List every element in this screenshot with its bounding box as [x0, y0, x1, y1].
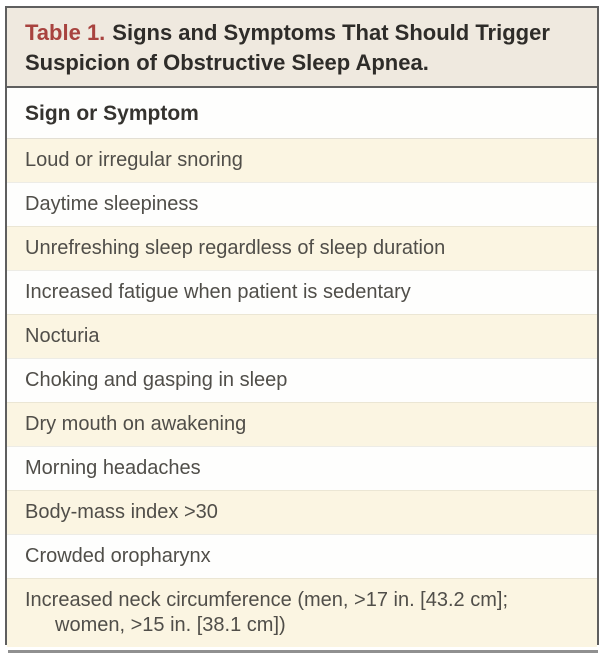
table-row: Body-mass index >30 — [7, 490, 597, 534]
table-row: Dry mouth on awakening — [7, 402, 597, 446]
table-label: Table 1. — [25, 20, 106, 45]
table-header — [7, 8, 597, 88]
table-row: Loud or irregular snoring — [7, 139, 597, 182]
table-title: Signs and Symptoms That Should Trigger Suspicion of Obstructive Sleep Apnea. — [25, 20, 550, 75]
table-row: Increased fatigue when patient is sedentary — [7, 270, 597, 314]
table-row: Crowded oropharynx — [7, 534, 597, 578]
table-row: Choking and gasping in sleep — [7, 358, 597, 402]
table-1-card — [5, 6, 599, 645]
table-row: Nocturia — [7, 314, 597, 358]
column-header-sign-or-symptom: Sign or Symptom — [7, 88, 597, 139]
table-row: Increased neck circumference (men, >17 in. [43.2 cm]; women, >15 in. [38.1 cm]) — [7, 578, 597, 647]
table-row: Unrefreshing sleep regardless of sleep duration — [7, 226, 597, 270]
table-row: Morning headaches — [7, 446, 597, 490]
table-body — [7, 139, 597, 647]
bottom-rule — [8, 650, 598, 653]
table-row: Daytime sleepiness — [7, 182, 597, 226]
